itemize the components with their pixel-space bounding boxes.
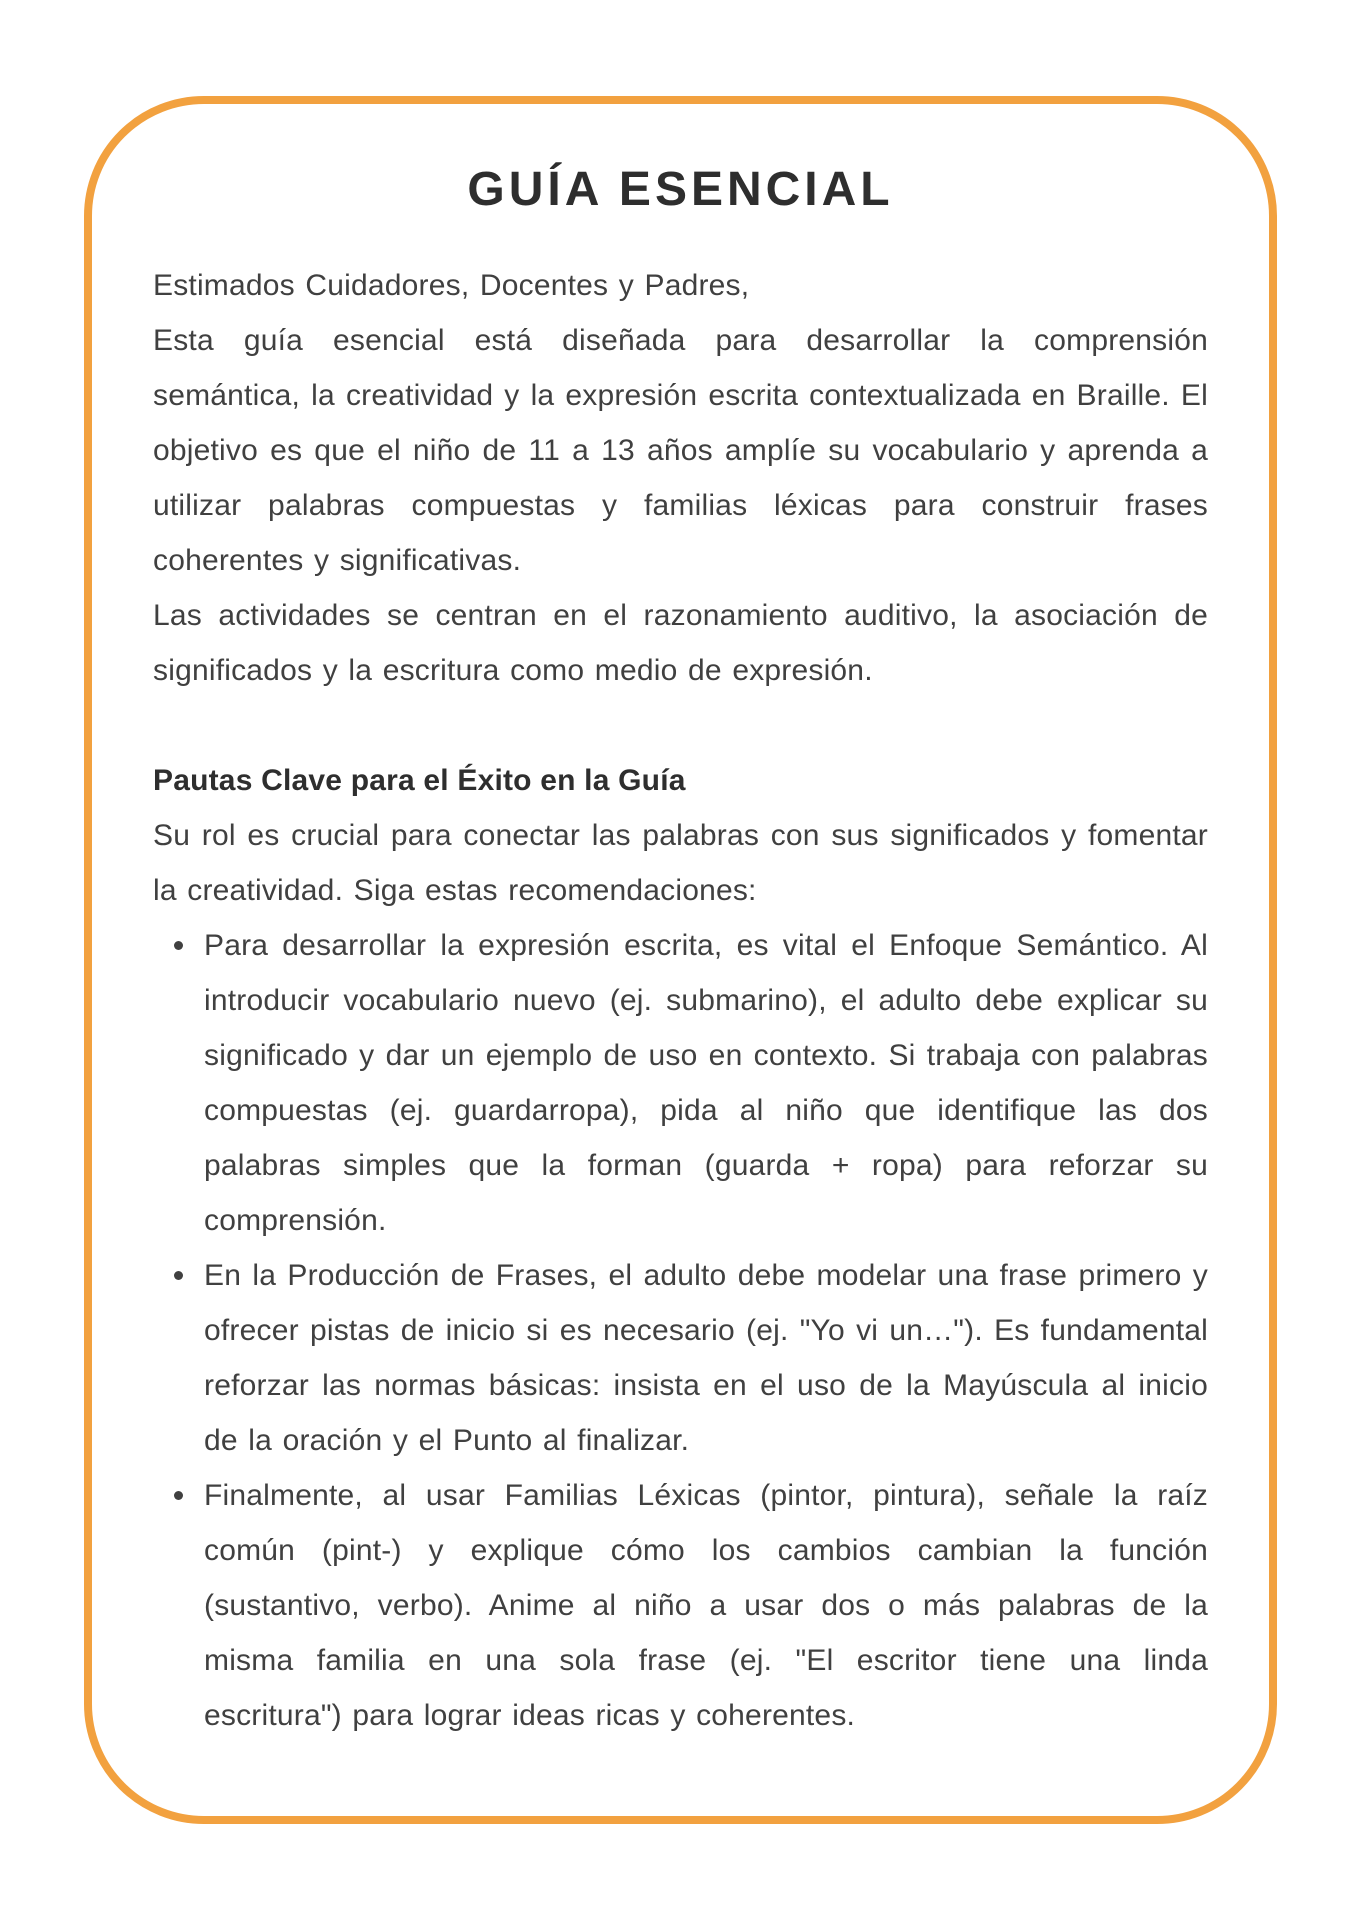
bullet-text: Para desarrollar la expresión escrita, es vital el Enfoque Semántico. Al introducir vocabulario nuevo (ej. submarino), el adulto debe explicar su significado y dar un ejemplo de uso en contexto. Si trabaja con palabras compuestas (ej. guardarropa), pida al niño que identifique las dos palabras simples que la forman (guarda + ropa) para reforzar su comprensión. [204, 929, 1208, 1237]
bullet-icon [174, 941, 183, 950]
intro-paragraph-1: Esta guía esencial está diseñada para desarrollar la comprensión semántica, la creatividad y la expresión escrita contextualizada en Braille. El objetivo es que el niño de 11 a 13 años amplíe su vocabulario y aprenda a utilizar palabras compuestas y familias léxicas para construir frases coherentes y significativas. [153, 324, 1208, 577]
guidelines-heading: Pautas Clave para el Éxito en la Guía [153, 764, 686, 797]
page-title: GUÍA ESENCIAL [467, 163, 894, 216]
guide-card [84, 96, 1277, 1824]
bullet-text: Finalmente, al usar Familias Léxicas (pintor, pintura), señale la raíz común (pint-) y explique cómo los cambios cambian la función (sustantivo, verbo). Anime al niño a usar dos o más palabras de la misma familia en una sola frase (ej. "El escritor tiene una linda escritura") para lograr ideas ricas y coherentes. [204, 1479, 1208, 1732]
list-item-lexical-families [204, 1468, 1208, 1743]
guidelines-list [153, 918, 1208, 1743]
list-item-phrase-production [204, 1248, 1208, 1468]
bullet-icon [174, 1491, 183, 1500]
intro-paragraph-2: Las actividades se centran en el razonamiento auditivo, la asociación de significados y la escritura como medio de expresión. [153, 599, 1208, 687]
bullet-text: En la Producción de Frases, el adulto debe modelar una frase primero y ofrecer pistas de inicio si es necesario (ej. "Yo vi un…"). Es fundamental reforzar las normas básicas: insista en el uso de la Mayúscula al inicio de la oración y el Punto al finalizar. [204, 1259, 1208, 1457]
bullet-icon [174, 1271, 183, 1280]
guidelines-intro: Su rol es crucial para conectar las palabras con sus significados y fomentar la creatividad. Siga estas recomendaciones: [153, 819, 1208, 907]
salutation-line: Estimados Cuidadores, Docentes y Padres, [153, 269, 750, 302]
list-item-semantic-focus [204, 918, 1208, 1248]
